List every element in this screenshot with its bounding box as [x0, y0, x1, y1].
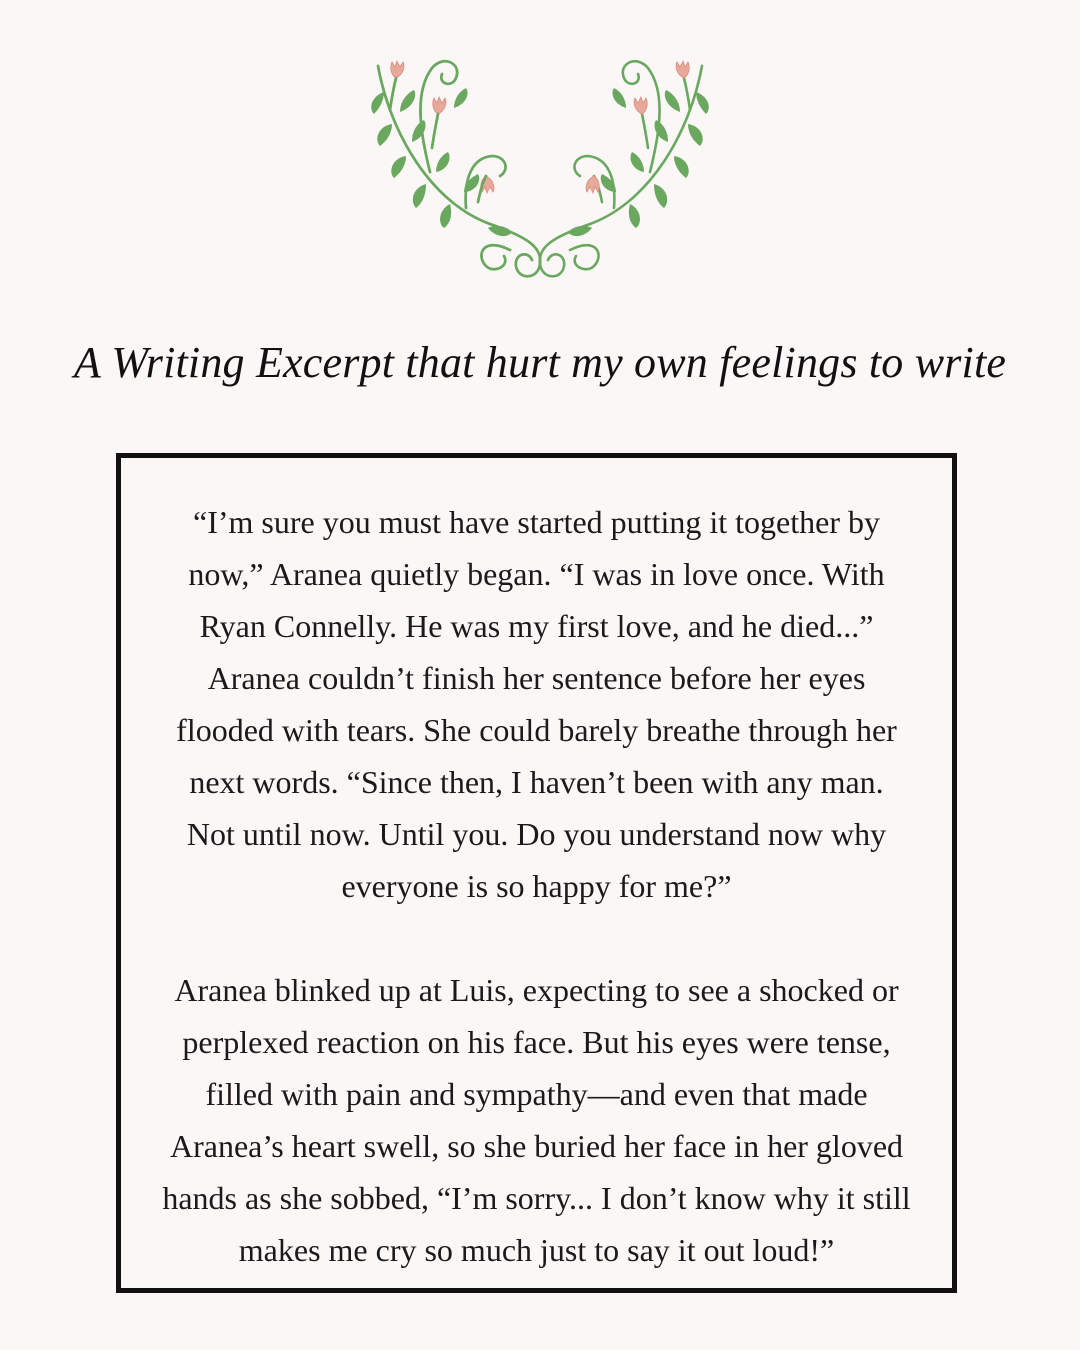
excerpt-line: hands as she sobbed, “I’m sorry... I don’t know why it still — [162, 1180, 911, 1216]
excerpt-line: “I’m sure you must have started putting it together by — [193, 504, 880, 540]
excerpt-line: Aranea’s heart swell, so she buried her face in her gloved — [169, 1128, 904, 1164]
excerpt-line: makes me cry so much just to say it out loud!” — [238, 1232, 835, 1268]
excerpt-line: Ryan Connelly. He was my first love, and he died...” — [199, 608, 874, 644]
excerpt-line: now,” Aranea quietly began. “I was in love once. With — [188, 556, 885, 592]
page-title: A Writing Excerpt that hurt my own feelings to write — [73, 338, 1007, 387]
excerpt-line: Aranea couldn’t finish her sentence before her eyes — [207, 660, 866, 696]
excerpt-line: filled with pain and sympathy—and even that made — [205, 1076, 868, 1112]
excerpt-line: next words. “Since then, I haven’t been with any man. — [189, 764, 884, 800]
floral-ornament-icon — [370, 52, 710, 284]
excerpt-line: everyone is so happy for me?” — [341, 868, 732, 904]
excerpt-line: flooded with tears. She could barely breathe through her — [176, 712, 897, 748]
excerpt-line: Aranea blinked up at Luis, expecting to see a shocked or — [174, 972, 899, 1008]
paragraph-gap — [121, 912, 952, 964]
excerpt-frame — [116, 453, 957, 1293]
excerpt-text — [121, 496, 952, 1276]
excerpt-line: Not until now. Until you. Do you understand now why — [186, 816, 887, 852]
excerpt-line: perplexed reaction on his face. But his eyes were tense, — [182, 1024, 891, 1060]
